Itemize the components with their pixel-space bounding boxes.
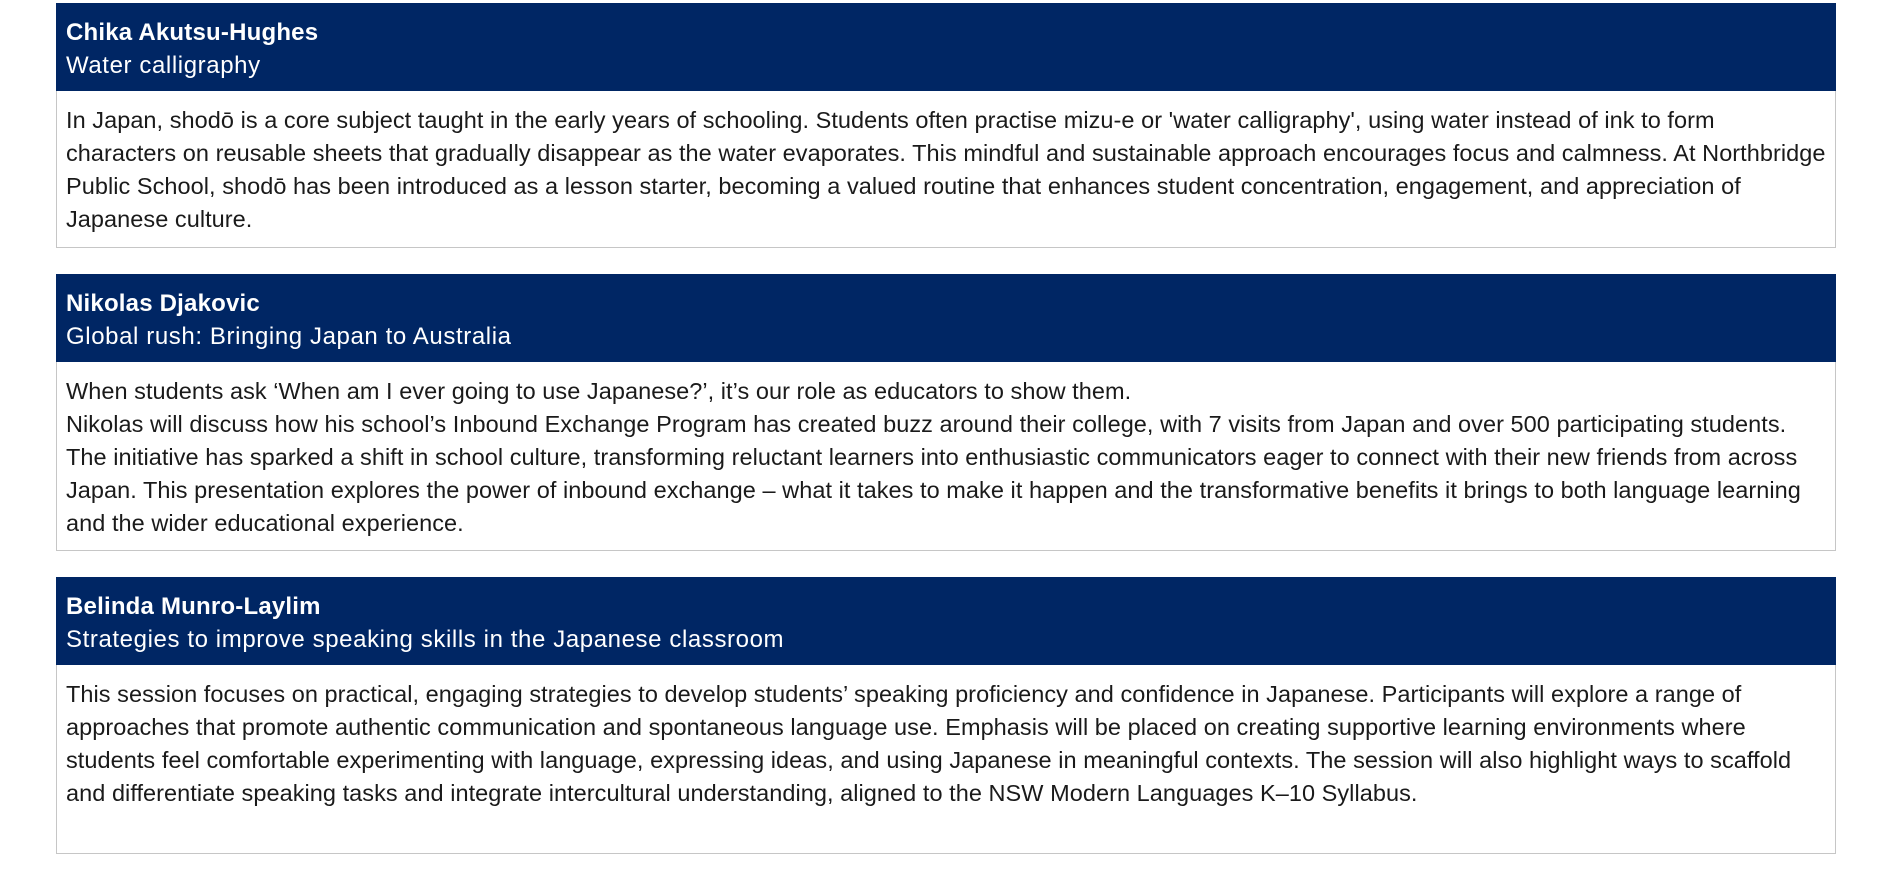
description-paragraph: Nikolas will discuss how his school’s Inbound Exchange Program has created buzz around their college, with 7 visits from Japan and over 500 participating students. The initiative has sparked a shift in school culture, transforming reluctant learners into enthusiastic communicators eager to connect with their new friends from across Japan. This presentation explores the power of inbound exchange – what it takes to make it happen and the transformative benefits it brings to both language learning and the wider educational experience. <box>66 411 1801 536</box>
description-paragraph: In Japan, shodō is a core subject taught in the early years of schooling. Students often practise mizu-e or 'water calligraphy', using water instead of ink to form characters on reusable sheets that gradually disappear as the water evaporates. This mindful and sustainable approach encourages focus and calmness. At Northbridge Public School, shodō has been introduced as a lesson starter, becoming a valued routine that enhances student concentration, engagement, and appreciation of Japanese culture. <box>66 107 1826 232</box>
session-title: Global rush: Bringing Japan to Australia <box>66 323 512 350</box>
session-card <box>56 3 1836 248</box>
session-card <box>56 577 1836 854</box>
presenter-name: Nikolas Djakovic <box>66 290 260 317</box>
session-title: Strategies to improve speaking skills in the Japanese classroom <box>66 626 785 653</box>
session-description <box>56 362 1836 551</box>
session-description <box>56 665 1836 854</box>
session-description <box>56 91 1836 248</box>
session-card-header <box>56 3 1836 91</box>
presenter-name: Chika Akutsu-Hughes <box>66 19 319 46</box>
description-paragraph: When students ask ‘When am I ever going to use Japanese?’, it’s our role as educators to show them. <box>66 378 1132 404</box>
session-title: Water calligraphy <box>66 52 261 79</box>
session-list <box>56 3 1836 880</box>
session-card-header <box>56 577 1836 665</box>
description-paragraph: This session focuses on practical, engaging strategies to develop students’ speaking proficiency and confidence in Japanese. Participants will explore a range of approaches that promote authentic communication and spontaneous language use. Emphasis will be placed on creating supportive learning environments where students feel comfortable experimenting with language, expressing ideas, and using Japanese in meaningful contexts. The session will also highlight ways to scaffold and differentiate speaking tasks and integrate intercultural understanding, aligned to the NSW Modern Languages K–10 Syllabus. <box>66 681 1792 806</box>
session-card-header <box>56 274 1836 362</box>
session-card <box>56 274 1836 551</box>
presenter-name: Belinda Munro-Laylim <box>66 593 321 620</box>
